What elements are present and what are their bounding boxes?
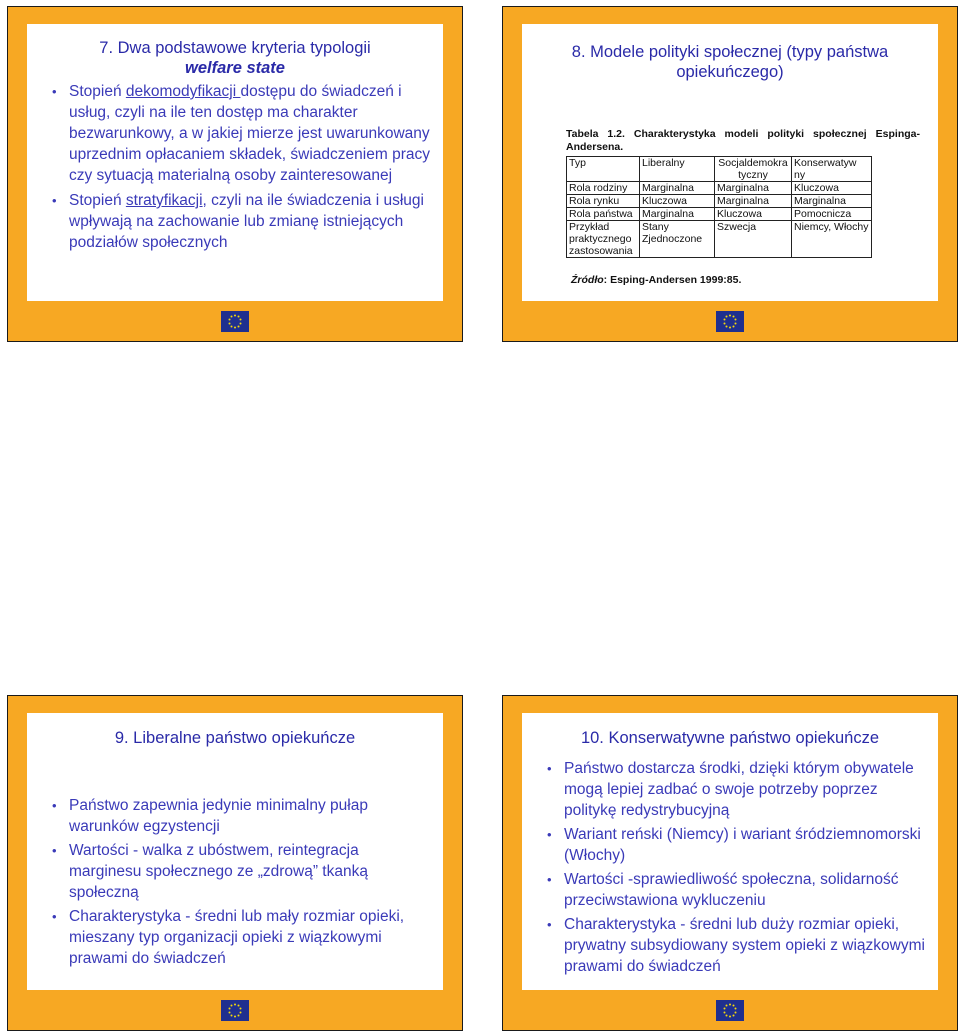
table-cell: Marginalna	[640, 182, 715, 195]
text: dostępu do świadczeń i usług, czyli na ile ten dostęp ma charakter bezwarunkowy, a w jakiej mierze jest uwarunkowany uprzednim opłacaniem składek, świadczeniem pracy czy sytuacją materialną osoby zainteresowanej	[69, 83, 430, 184]
table-cell: Marginalna	[715, 195, 792, 208]
list-item	[45, 190, 435, 253]
table-cell: Pomocnicza	[792, 208, 872, 221]
table-cell: Marginalna	[792, 195, 872, 208]
bullet-icon: •	[52, 193, 57, 208]
slide-title: 8. Modele polityki społecznej (typy państwa opiekuńczego)	[571, 43, 889, 81]
list-item	[540, 869, 932, 911]
source-label: Źródło	[571, 274, 604, 286]
text: Stopień	[69, 83, 126, 100]
table-cell: Kluczowa	[640, 195, 715, 208]
eu-flag-icon	[221, 1000, 249, 1021]
table-cell: Rola rodziny	[567, 182, 640, 195]
slide-8	[502, 6, 958, 342]
slide-content	[27, 713, 443, 990]
bullet-icon: •	[547, 872, 552, 887]
underlined-term: stratyfikacji	[125, 192, 203, 209]
bullet-icon: •	[547, 827, 552, 842]
list-item	[45, 840, 435, 903]
slide-content	[522, 24, 938, 301]
eu-flag-icon	[716, 1000, 744, 1021]
table-cell: Marginalna	[640, 208, 715, 221]
table-cell: Kluczowa	[792, 182, 872, 195]
table-cell: Rola rynku	[567, 195, 640, 208]
bullet-icon: •	[547, 917, 552, 932]
table-cell: Przykład praktycznego zastosowania	[567, 221, 640, 258]
models-table	[566, 156, 872, 258]
list-item	[45, 795, 435, 837]
table-cell: Marginalna	[715, 182, 792, 195]
title-line-italic: welfare state	[185, 59, 285, 77]
table-header-row	[567, 157, 872, 182]
list-item	[540, 758, 932, 821]
table-cell: Kluczowa	[715, 208, 792, 221]
table-row	[567, 208, 872, 221]
table-row	[567, 221, 872, 258]
text: Stopień	[69, 192, 126, 209]
header-cell: Liberalny	[640, 157, 715, 182]
table-caption: Tabela 1.2. Charakterystyka modeli polityki społecznej Espinga-Andersena.	[566, 128, 920, 153]
bullet-list	[540, 758, 932, 977]
source-text: : Esping-Andersen 1999:85.	[603, 274, 742, 286]
text: Wariant reński (Niemcy) i wariant śródziemnomorski (Włochy)	[564, 826, 921, 864]
table-source	[571, 274, 741, 286]
table-cell: Stany Zjednoczone	[640, 221, 715, 258]
bullet-icon: •	[547, 761, 552, 776]
slide-10	[502, 695, 958, 1031]
table-cell: Rola państwa	[567, 208, 640, 221]
text: Państwo zapewnia jedynie minimalny pułap warunków egzystencji	[69, 797, 368, 835]
list-item	[540, 914, 932, 977]
slide-content	[27, 24, 443, 301]
header-part: Konserwatyw	[794, 157, 857, 169]
table-cell: Niemcy, Włochy	[792, 221, 872, 258]
text: Państwo dostarcza środki, dzięki którym obywatele mogą lepiej zadbać o swoje potrzeby poprzez politykę redystrybucyjną	[564, 760, 914, 819]
slide-7	[7, 6, 463, 342]
list-item	[540, 824, 932, 866]
header-cell	[792, 157, 872, 182]
title-line: 7. Dwa podstawowe kryteria typologii	[99, 39, 371, 57]
text: Charakterystyka - średni lub mały rozmiar opieki, mieszany typ organizacji opieki z wiązkowymi prawami do świadczeń	[69, 908, 405, 967]
header-part: Socjaldemokra	[718, 157, 788, 169]
text: Charakterystyka - średni lub duży rozmiar opieki, prywatny subsydiowany system opieki z wiązkowymi prawami do świadczeń	[564, 916, 925, 975]
table-row	[567, 195, 872, 208]
header-part: tyczny	[738, 169, 768, 181]
list-item	[45, 906, 435, 969]
text: , czyli na ile świadczenia i usługi wpływają na zachowanie lub zmianę istniejących podziałów społecznych	[69, 192, 424, 251]
underlined-term: dekomodyfikacji	[125, 83, 241, 100]
table-row	[567, 182, 872, 195]
eu-flag-icon	[221, 311, 249, 332]
bullet-icon: •	[52, 798, 57, 813]
slide-title	[27, 38, 443, 78]
slide-content	[522, 713, 938, 990]
header-part: ny	[794, 169, 806, 181]
slide-title: 9. Liberalne państwo opiekuńcze	[114, 729, 356, 747]
bullet-list	[45, 795, 435, 969]
bullet-icon: •	[52, 909, 57, 924]
slide-title: 10. Konserwatywne państwo opiekuńcze	[580, 729, 880, 747]
slide-9	[7, 695, 463, 1031]
bullet-icon: •	[52, 84, 57, 99]
eu-flag-icon	[716, 311, 744, 332]
table-cell: Szwecja	[715, 221, 792, 258]
header-cell: Typ	[567, 157, 640, 182]
list-item	[45, 81, 435, 186]
text: Wartości -sprawiedliwość społeczna, solidarność przeciwstawiona wykluczeniu	[564, 871, 899, 909]
text: Wartości - walka z ubóstwem, reintegracja marginesu społecznego ze „zdrową” tkanką społeczną	[69, 842, 368, 901]
header-cell	[715, 157, 792, 182]
bullet-icon: •	[52, 843, 57, 858]
bullet-list	[45, 81, 435, 253]
